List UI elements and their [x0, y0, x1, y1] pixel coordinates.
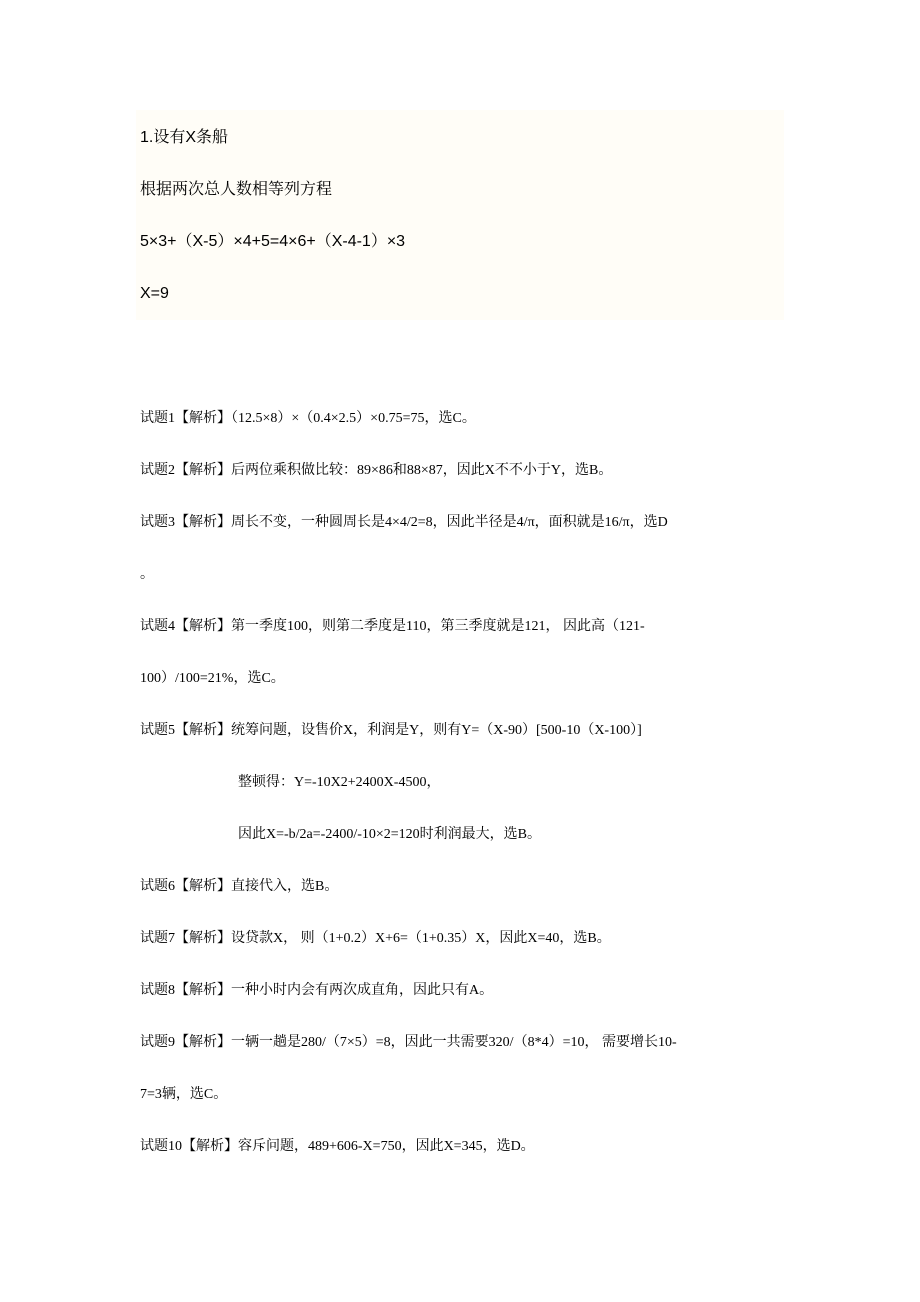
answer-line-q10: 试题10【解析】容斥问题，489+606-X=750，因此X=345，选D。 — [140, 1139, 535, 1154]
answer-line-q2: 试题2【解析】后两位乘积做比较：89×86和88×87，因此X不不小于Y，选B。 — [140, 463, 613, 478]
solution-line-title: 1.设有X条船 — [140, 129, 229, 146]
solution-line-method: 根据两次总人数相等列方程 — [140, 181, 333, 198]
answer-line-q9-cont: 7=3辆，选C。 — [140, 1087, 228, 1102]
answer-line-q3-cont: 。 — [140, 567, 154, 582]
answer-line-q3: 试题3【解析】周长不变，一种圆周长是4×4/2=8，因此半径是4/π，面积就是16/π，选D — [140, 515, 668, 530]
answer-line-q9: 试题9【解析】一辆一趟是280/（7×5）=8，因此一共需要320/（8*4）=10， 需要增长10- — [140, 1035, 677, 1050]
solution-box — [136, 110, 784, 320]
answer-line-q6: 试题6【解析】直接代入，选B。 — [140, 879, 339, 894]
answer-line-q1: 试题1【解析】（12.5×8）×（0.4×2.5）×0.75=75，选C。 — [140, 411, 476, 426]
answer-line-q5: 试题5【解析】统筹问题，设售价X，利润是Y，则有Y=（X-90）[500-10（X-100）] — [140, 723, 642, 738]
answer-line-q4: 试题4【解析】第一季度100，则第二季度是110，第三季度就是121， 因此高（121- — [140, 619, 645, 634]
solution-line-equation: 5×3+（X-5）×4+5=4×6+（X-4-1）×3 — [140, 233, 406, 250]
answer-line-q4-cont: 100）/100=21%，选C。 — [140, 671, 285, 686]
answer-line-q5-step2: 因此X=-b/2a=-2400/-10×2=120时利润最大，选B。 — [238, 827, 542, 842]
solution-line-result: X=9 — [140, 285, 169, 302]
answer-line-q7: 试题7【解析】设贷款X， 则（1+0.2）X+6=（1+0.35）X，因此X=40，选B。 — [140, 931, 611, 946]
answer-line-q8: 试题8【解析】一种小时内会有两次成直角，因此只有A。 — [140, 983, 494, 998]
answer-line-q5-step1: 整顿得：Y=-10X2+2400X-4500， — [238, 775, 441, 790]
